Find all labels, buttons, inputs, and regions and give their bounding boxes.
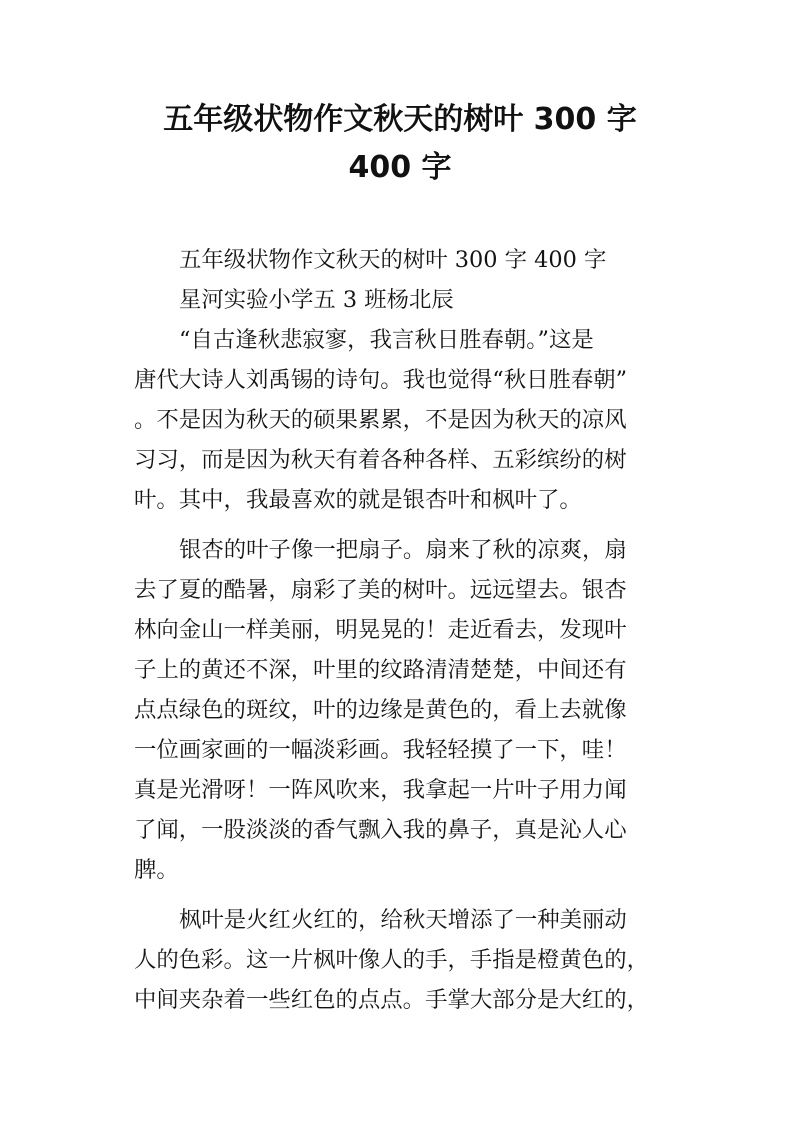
paragraph-line: 中间夹杂着一些红色的点点。手掌大部分是大红的， <box>134 987 649 1013</box>
title-line-2: 400 字 <box>348 150 452 185</box>
paragraph-line: 枫叶是火红火红的，给秋天增添了一种美丽动 <box>179 907 627 933</box>
paragraph-line: 人的色彩。这一片枫叶像人的手，手指是橙黄色的， <box>134 947 649 973</box>
paragraph-2 <box>134 530 674 890</box>
paragraph-line: 一位画家画的一幅淡彩画。我轻轻摸了一下，哇！ <box>134 737 627 763</box>
paragraph-line: 去了夏的酷暑，扇彩了美的树叶。远远望去。银杏 <box>134 577 627 603</box>
paragraph-line: 林向金山一样美丽，明晃晃的！走近看去，发现叶 <box>134 617 627 643</box>
paragraph-line: 叶。其中，我最喜欢的就是银杏叶和枫叶了。 <box>134 487 582 513</box>
paragraph-gap <box>134 890 674 900</box>
subtitle: 五年级状物作文秋天的树叶 300 字 400 字 <box>179 247 607 273</box>
author-line: 星河实验小学五 3 班杨北辰 <box>179 287 454 313</box>
document-body <box>134 240 674 1020</box>
paragraph-line: “自古逢秋悲寂寥，我言秋日胜春朝。”这是 <box>179 327 594 353</box>
paragraph-line: 真是光滑呀！一阵风吹来，我拿起一片叶子用力闻 <box>134 777 627 803</box>
title-line-1: 五年级状物作文秋天的树叶 300 字 <box>163 102 637 137</box>
paragraph-line: 脾。 <box>134 857 179 883</box>
paragraph-line: 习习，而是因为秋天有着各种各样、五彩缤纷的树 <box>134 447 627 473</box>
paragraph-line: 了闻，一股淡淡的香气飘入我的鼻子，真是沁人心 <box>134 817 627 843</box>
paragraph-line: 点点绿色的斑纹，叶的边缘是黄色的，看上去就像 <box>134 697 627 723</box>
document-title <box>100 96 700 192</box>
paragraph-line: 子上的黄还不深，叶里的纹路清清楚楚，中间还有 <box>134 657 627 683</box>
paragraph-line: 银杏的叶子像一把扇子。扇来了秋的凉爽，扇 <box>179 537 627 563</box>
paragraph-3 <box>134 900 674 1020</box>
paragraph-gap <box>134 520 674 530</box>
paragraph-line: 唐代大诗人刘禹锡的诗句。我也觉得“秋日胜春朝” <box>134 367 628 393</box>
paragraph-line: 。不是因为秋天的硕果累累，不是因为秋天的凉风 <box>134 407 627 433</box>
paragraph-1 <box>134 320 674 520</box>
